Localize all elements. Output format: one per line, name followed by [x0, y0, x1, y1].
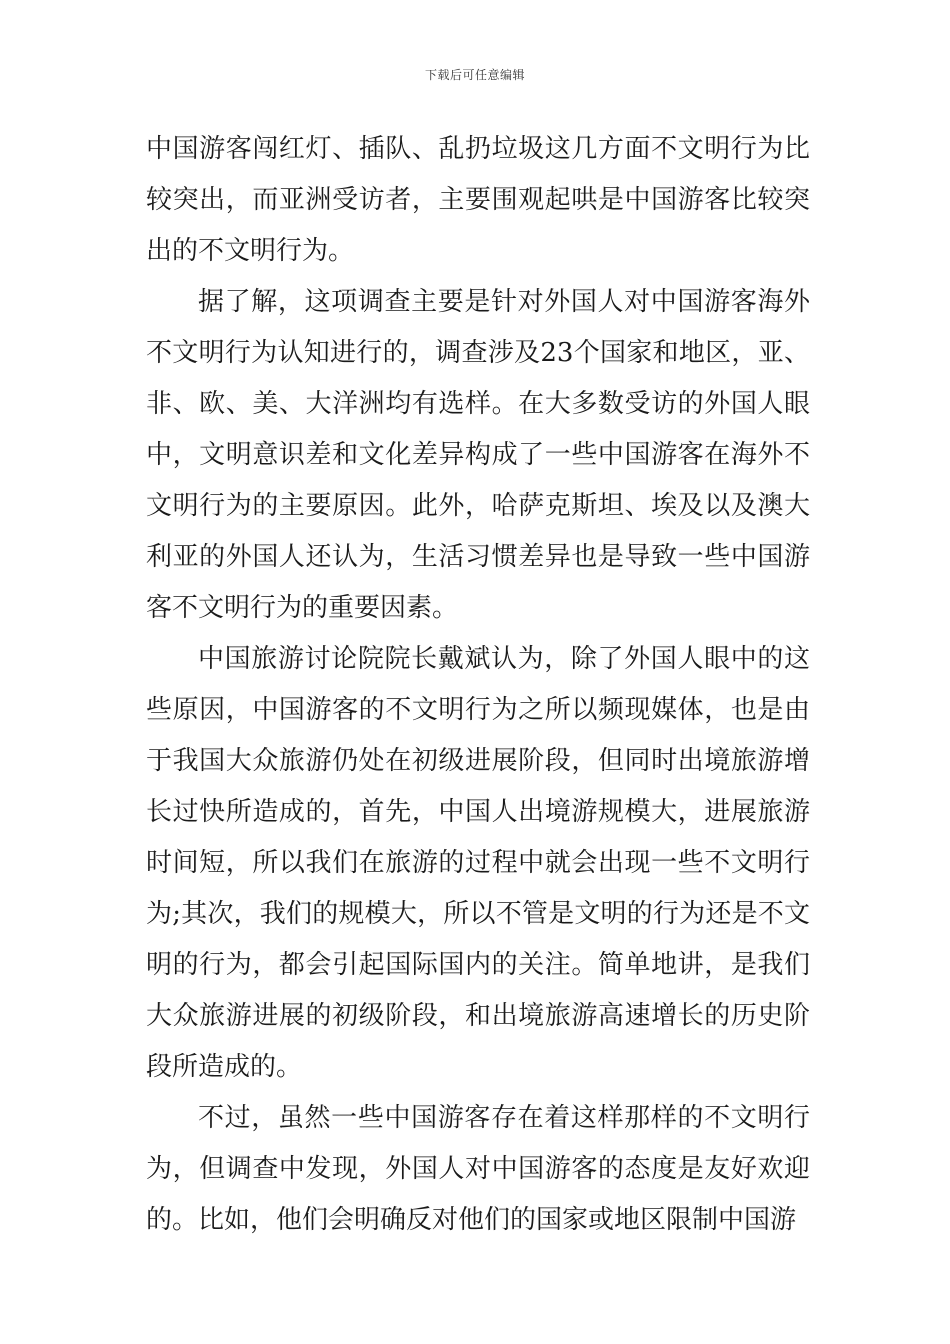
document-body	[146, 124, 810, 1246]
paragraph-continued: 中国游客闯红灯、插队、乱扔垃圾这几方面不文明行为比较突出，而亚洲受访者，主要围观起哄是中国游客比较突出的不文明行为。	[146, 134, 810, 266]
paragraph: 不过，虽然一些中国游客存在着这样那样的不文明行为，但调查中发现，外国人对中国游客的态度是友好欢迎的。比如，他们会明确反对他们的国家或地区限制中国游	[146, 1103, 810, 1235]
page-header: 下载后可任意编辑	[424, 68, 525, 82]
paragraph: 中国旅游讨论院院长戴斌认为，除了外国人眼中的这些原因，中国游客的不文明行为之所以频现媒体，也是由于我国大众旅游仍处在初级进展阶段，但同时出境旅游增长过快所造成的，首先，中国人出境游规模大，进展旅游时间短，所以我们在旅游的过程中就会出现一些不文明行为;其次，我们的规模大，所以不管是文明的行为还是不文明的行为，都会引起国际国内的关注。简单地讲，是我们大众旅游进展的初级阶段，和出境旅游高速增长的历史阶段所造成的。	[146, 644, 810, 1082]
paragraph: 据了解，这项调查主要是针对外国人对中国游客海外不文明行为认知进行的，调查涉及23个国家和地区，亚、非、欧、美、大洋洲均有选样。在大多数受访的外国人眼中，文明意识差和文化差异构成了一些中国游客在海外不文明行为的主要原因。此外，哈萨克斯坦、埃及以及澳大利亚的外国人还认为，生活习惯差异也是导致一些中国游客不文明行为的重要因素。	[146, 287, 810, 623]
